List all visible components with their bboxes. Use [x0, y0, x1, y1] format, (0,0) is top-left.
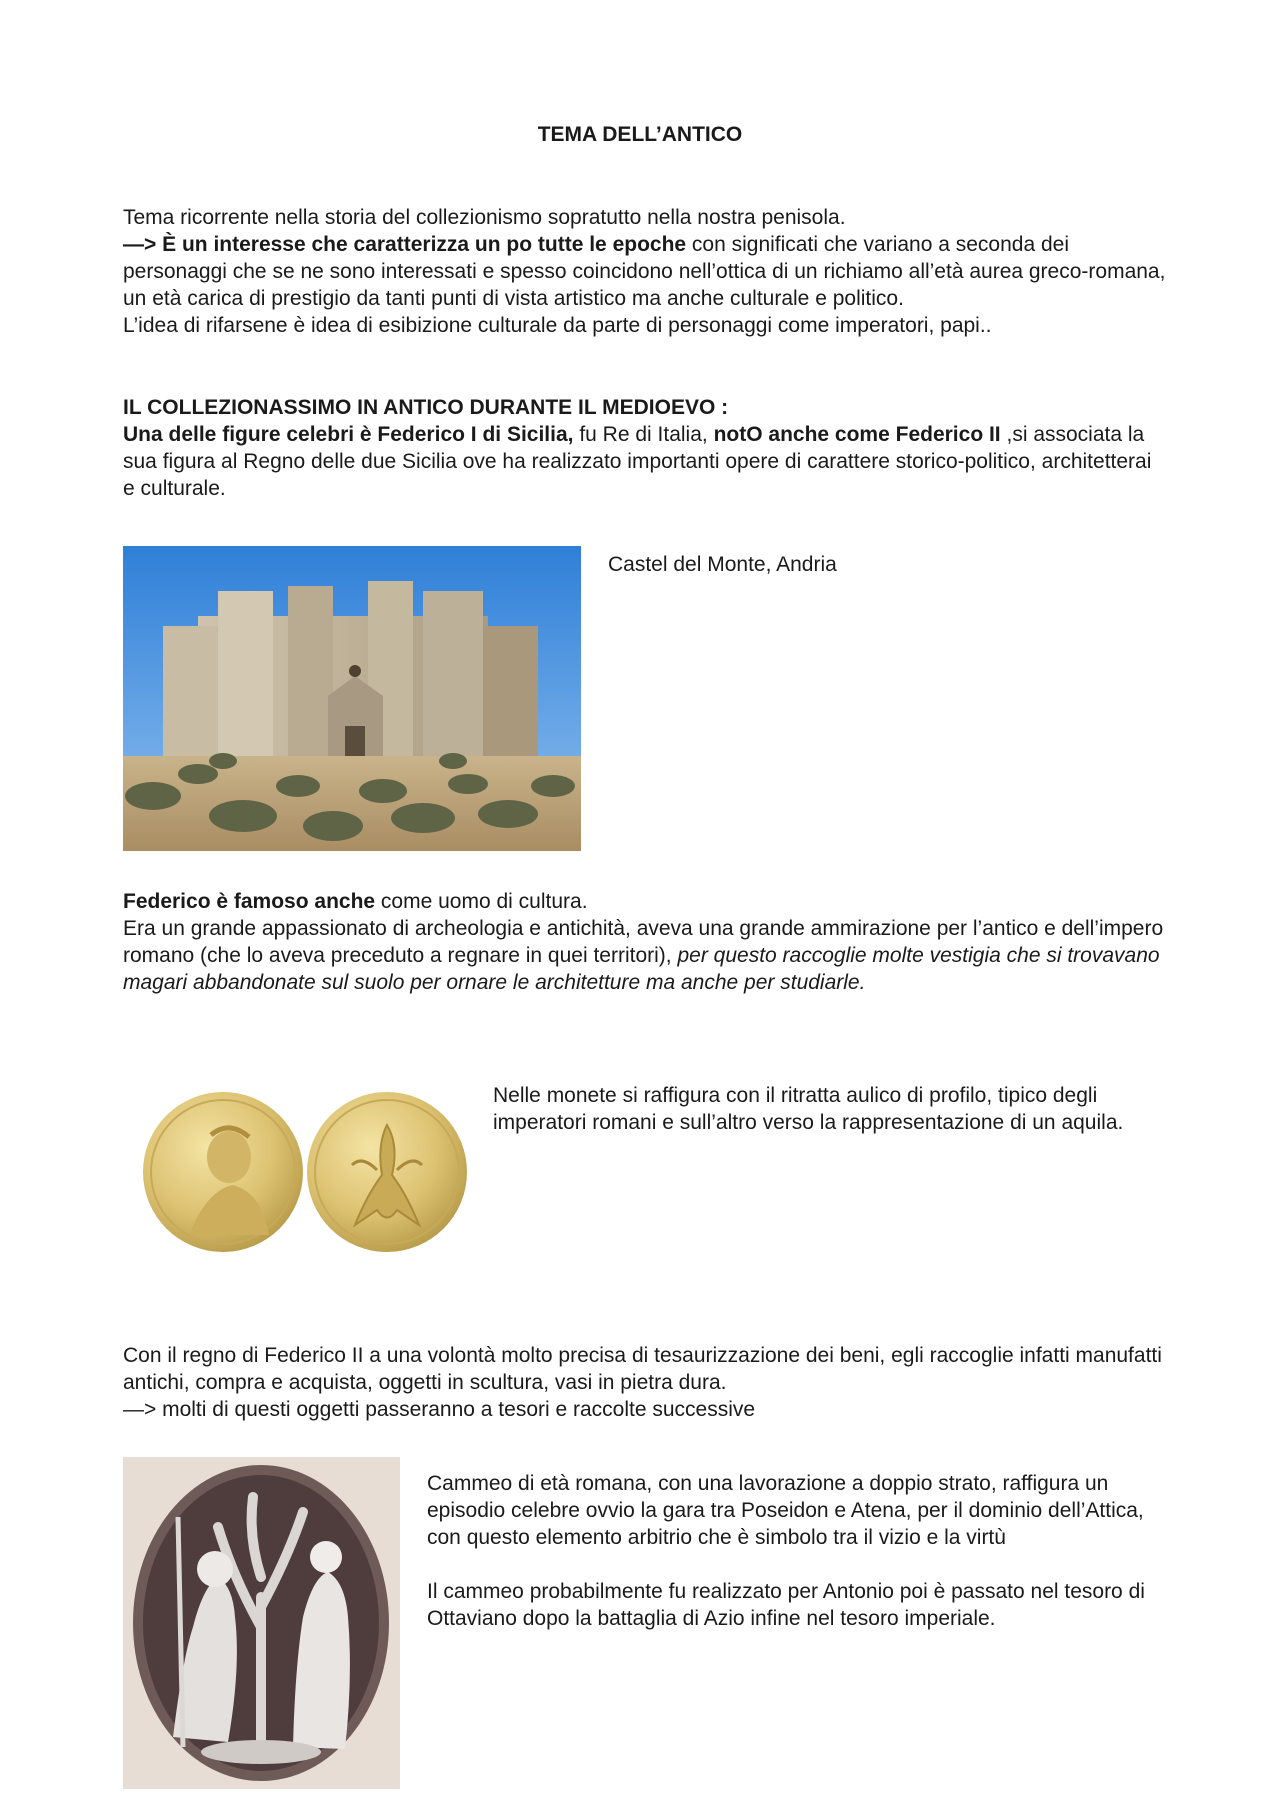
- medioevo-heading: IL COLLEZIONASSIMO IN ANTICO DURANTE IL MEDIOEVO :: [123, 396, 729, 419]
- federico-paragraph: [123, 915, 1173, 996]
- coins-illustration: [137, 1085, 473, 1260]
- federico-line-1: Federico è famoso anche come uomo di cultura.: [123, 890, 588, 913]
- cammeo-image: [123, 1457, 400, 1789]
- intro-arrow: —>: [123, 233, 163, 256]
- medioevo-section: [123, 394, 1168, 502]
- intro-section: [123, 204, 1168, 339]
- coins-image: [137, 1085, 473, 1260]
- intro-bold: È un interesse che caratterizza un po tutte le epoche: [162, 233, 687, 256]
- medioevo-bold-2: notO anche come Federico II: [713, 423, 1001, 446]
- castel-caption: Castel del Monte, Andria: [608, 553, 837, 576]
- federico-italic: per questo raccoglie molte vestigia che si trovavano magari abbandonate sul suolo per ornare le architetture ma anche per studiarle.: [123, 944, 1160, 994]
- federico-section: [123, 888, 1173, 996]
- cameo-illustration: [123, 1457, 400, 1789]
- intro-rest: con significati che variano a seconda dei personaggi che se ne sono interessati e spesso coincidono nell’ottica di un richiamo all’età aurea greco-romana, un età carica di prestigio da tanti punti di vista artistico ma anche culturale e politico.: [123, 233, 1166, 310]
- medioevo-bold-1: Una delle figure celebri è Federico I di Sicilia,: [123, 423, 574, 446]
- regno-section: [123, 1342, 1168, 1423]
- federico-text-2: Era un grande appassionato di archeologia e antichità, aveva una grande ammirazione per l’antico e dell’impero romano (che lo aveva preceduto a regnare in quei territori),: [123, 917, 1164, 967]
- medioevo-paragraph: [123, 421, 1168, 502]
- castle-illustration: [123, 546, 581, 851]
- cammeo-caption-section: [427, 1470, 1162, 1632]
- regno-line-1: Con il regno di Federico II a una volontà molto precisa di tesaurizzazione dei beni, egli raccoglie infatti manufatti antichi, compra e acquista, oggetti in scultura, vasi in pietra dura.: [123, 1344, 1162, 1394]
- cammeo-caption-1: Cammeo di età romana, con una lavorazione a doppio strato, raffigura un episodio celebre ovvio la gara tra Poseidon e Atena, per il dominio dell’Attica, con questo elemento arbitrio che è simbolo tra il vizio e la virtù: [427, 1472, 1144, 1549]
- intro-line-3: L’idea di rifarsene è idea di esibizione culturale da parte di personaggi come imperatori, papi..: [123, 314, 992, 337]
- monete-caption: Nelle monete si raffigura con il ritratta aulico di profilo, tipico degli imperatori romani e sull’altro verso la rappresentazione di un aquila.: [493, 1084, 1124, 1134]
- intro-paragraph: [123, 231, 1168, 312]
- regno-line-2: —> molti di questi oggetti passeranno a tesori e raccolte successive: [123, 1398, 756, 1421]
- federico-bold: Federico è famoso anche: [123, 890, 376, 913]
- cammeo-caption-2: Il cammeo probabilmente fu realizzato per Antonio poi è passato nel tesoro di Ottaviano dopo la battaglia di Azio infine nel tesoro imperiale.: [427, 1580, 1145, 1630]
- castel-del-monte-image: [123, 546, 581, 851]
- intro-line-1: Tema ricorrente nella storia del collezionismo sopratutto nella nostra penisola.: [123, 206, 846, 229]
- page-title: TEMA DELL’ANTICO: [537, 123, 743, 146]
- medioevo-text-2: ,si associata la sua figura al Regno delle due Sicilia ove ha realizzato importanti opere di carattere storico-politico, architetterai e culturale.: [123, 423, 1152, 500]
- medioevo-text-1: fu Re di Italia,: [573, 423, 714, 446]
